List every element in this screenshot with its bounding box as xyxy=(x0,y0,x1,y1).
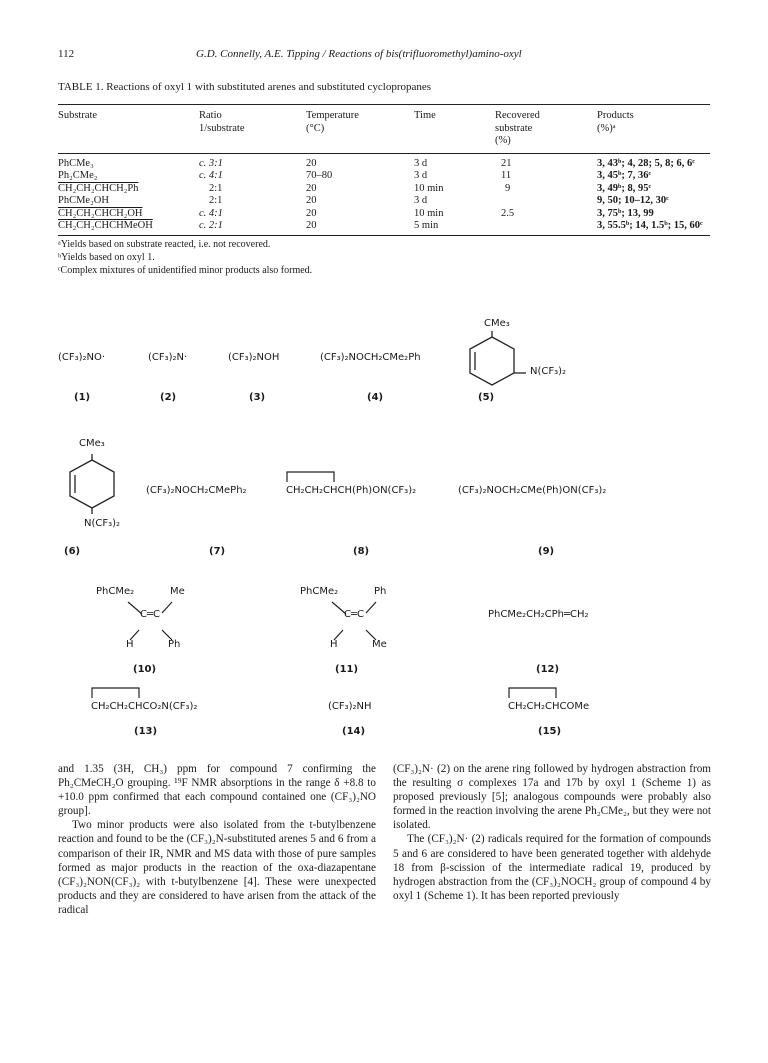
structure-11-tr: Ph xyxy=(374,586,387,597)
structure-3-label: (3) xyxy=(249,392,266,403)
body-paragraph: (CF₃)₂N· (2) on the arene ring followed by hydrogen abstraction from the resulting σ complexes 17a and 17b by oxyl 1 (Scheme 1) as proposed previously [5]; analogous compounds were probably also formed in the reaction involving the arene Ph₂CMe₂, but they were not isolated. xyxy=(393,763,711,832)
structure-13-formula: CH₂CH₂CHCO₂N(CF₃)₂ xyxy=(91,701,198,712)
th-temperature: Temperature (°C) xyxy=(306,110,359,134)
structure-11-alkene: C═C xyxy=(344,609,364,620)
structure-8-formula: CH₂CH₂CHCH(Ph)ON(CF₃)₂ xyxy=(286,485,417,496)
structure-3-formula: (CF₃)₂NOH xyxy=(228,352,280,363)
benzene-ring-6 xyxy=(62,454,122,516)
table-caption: TABLE 1. Reactions of oxyl 1 with substituted arenes and substituted cyclopropanes xyxy=(58,81,432,93)
body-left-column xyxy=(58,762,376,917)
th-recovered: Recovered substrate (%) xyxy=(495,110,540,146)
structure-5-substituent: N(CF₃)₂ xyxy=(530,366,567,377)
benzene-ring-5 xyxy=(462,335,522,385)
structure-4-formula: (CF₃)₂NOCH₂CMe₂Ph xyxy=(320,352,421,363)
structure-9-formula: (CF₃)₂NOCH₂CMe(Ph)ON(CF₃)₂ xyxy=(458,485,607,496)
reactions-table xyxy=(58,110,710,233)
structure-14-label: (14) xyxy=(342,726,366,737)
structure-1-label: (1) xyxy=(74,392,91,403)
footnote-c: ᶜComplex mixtures of unidentified minor products also formed. xyxy=(58,265,313,276)
table-row: Ph₂CMe₂ c. 4:1 70–80 3 d 11 3, 45ᵇ; 7, 36ᶜ xyxy=(58,170,652,181)
structure-7-formula: (CF₃)₂NOCH₂CMePh₂ xyxy=(146,485,247,496)
structure-9-label: (9) xyxy=(538,546,555,557)
structure-6-label: (6) xyxy=(64,546,81,557)
structure-12-formula: PhCMe₂CH₂CPh═CH₂ xyxy=(488,609,589,620)
structure-10-bl: H xyxy=(126,639,134,650)
structure-11-tl: PhCMe₂ xyxy=(300,586,339,597)
running-title: G.D. Connelly, A.E. Tipping / Reactions of bis(trifluoromethyl)amino-oxyl xyxy=(196,48,522,60)
structure-5-top: CMe₃ xyxy=(484,318,510,329)
structure-10-alkene: C═C xyxy=(140,609,160,620)
th-products: Products (%)ᵃ xyxy=(597,110,634,134)
structure-15-formula: CH₂CH₂CHCOMe xyxy=(508,701,590,712)
structure-6-bottom: N(CF₃)₂ xyxy=(84,518,121,529)
structure-12-label: (12) xyxy=(536,664,560,675)
page-number: 112 xyxy=(58,48,75,60)
body-paragraph: and 1.35 (3H, CH₃) ppm for compound 7 confirming the Ph₂CMeCH₂O grouping. ¹⁹F NMR absorptions in the range δ +8.8 to +10.0 ppm confirmed that each compound contained one (CF₃)₂NO group]. xyxy=(58,763,376,818)
structure-6-top: CMe₃ xyxy=(79,438,105,449)
table-header-row xyxy=(58,110,710,148)
footnote-b: ᵇYields based on oxyl 1. xyxy=(58,252,155,263)
structure-2-label: (2) xyxy=(160,392,177,403)
structure-11-bl: H xyxy=(330,639,338,650)
body-paragraph: Two minor products were also isolated from the t-butylbenzene reaction and found to be the (CF₃)₂N-substituted arenes 5 and 6 from a comparison of their IR, NMR and MS data with those of pure samples formed as major products in the reaction of the oxa-diazapentane (CF₃)₂NON(CF₃)₂ with t-butylbenzene [4]. These were unexpected products and they are considered to have arisen from the attack of the radical xyxy=(58,819,376,916)
structure-15-label: (15) xyxy=(538,726,562,737)
th-substrate: Substrate xyxy=(58,110,98,121)
structure-1-formula: (CF₃)₂NO· xyxy=(58,352,106,363)
structure-5-label: (5) xyxy=(478,392,495,403)
table-top-rule xyxy=(58,104,710,105)
structure-10-tl: PhCMe₂ xyxy=(96,586,135,597)
structure-10-br: Ph xyxy=(168,639,181,650)
structure-10-label: (10) xyxy=(133,664,157,675)
table-row: CH₂CH₂CHCH₂OH c. 4:1 20 10 min 2.5 3, 75ᵇ; 13, 99 xyxy=(58,207,654,219)
body-paragraph: The (CF₃)₂N· (2) radicals required for the formation of compounds 5 and 6 are considered to have been generated together with aldehyde 18 from β-scission of the intermediate radical 19, produced by hydrogen abstraction from the (CF₃)₂NOCH₂ group of compound 4 by oxyl 1 (Scheme 1). It has been reported previously xyxy=(393,833,711,902)
table-row: CH₂CH₂CHCH₂Ph 2:1 20 10 min 9 3, 49ᵇ; 8, 95ᶜ xyxy=(58,182,652,194)
cyclopropane-bracket-13 xyxy=(91,686,141,700)
th-time: Time xyxy=(414,110,436,121)
cyclopropane-bracket-15 xyxy=(508,686,558,700)
th-ratio: Ratio 1/substrate xyxy=(199,110,245,134)
structure-14-formula: (CF₃)₂NH xyxy=(328,701,372,712)
table-row: PhCMe₂OH 2:1 20 3 d 9, 50; 10–12, 30ᶜ xyxy=(58,195,669,206)
structure-4-label: (4) xyxy=(367,392,384,403)
body-right-column xyxy=(393,762,711,903)
structure-7-label: (7) xyxy=(209,546,226,557)
structure-11-label: (11) xyxy=(335,664,359,675)
structure-8-label: (8) xyxy=(353,546,370,557)
structure-11-br: Me xyxy=(372,639,387,650)
structure-10-tr: Me xyxy=(170,586,185,597)
structure-13-label: (13) xyxy=(134,726,158,737)
structure-2-formula: (CF₃)₂N· xyxy=(148,352,188,363)
table-row: PhCMe₃ c. 3:1 20 3 d 21 3, 43ᵇ; 4, 28; 5, 8; 6, 6ᶜ xyxy=(58,157,695,169)
cyclopropane-bracket-8 xyxy=(286,470,336,484)
table-bottom-rule xyxy=(58,235,710,236)
table-row: CH₂CH₂CHCHMeOH c. 2:1 20 5 min 3, 55.5ᵇ; 14, 1.5ᵇ; 15, 60ᶜ xyxy=(58,220,703,231)
footnote-a: ᵃYields based on substrate reacted, i.e. not recovered. xyxy=(58,239,271,250)
